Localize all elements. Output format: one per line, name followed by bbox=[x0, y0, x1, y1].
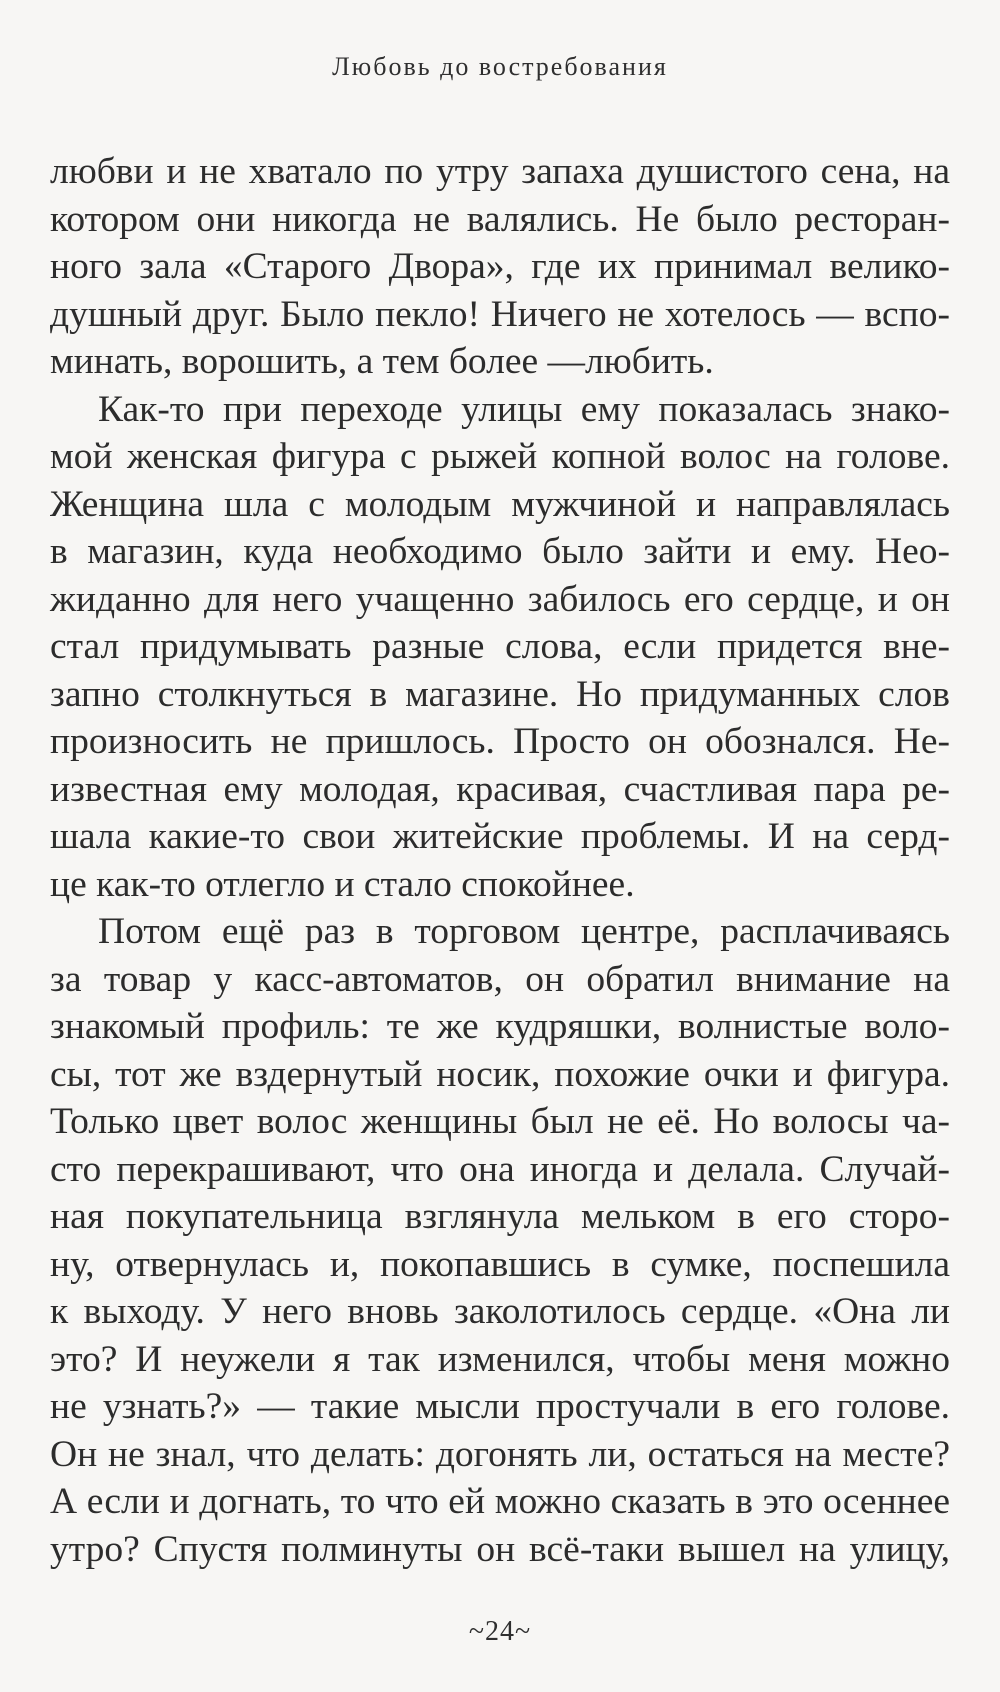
text-line: Только цвет волос женщины был не её. Но волосы ча- bbox=[50, 1101, 950, 1142]
page-number: ~24~ bbox=[468, 1616, 532, 1647]
text-line: шала какие-то свои житейские проблемы. И на серд- bbox=[50, 816, 950, 857]
text-line: Женщина шла с молодым мужчиной и направлялась bbox=[50, 483, 950, 525]
text-line: ну, отвернулась и, покопавшись в сумке, поспешила bbox=[50, 1243, 950, 1285]
text-line: к выходу. У него вновь заколотилось сердце. «Она ли bbox=[50, 1291, 950, 1332]
text-line: известная ему молодая, красивая, счастливая пара ре- bbox=[50, 768, 950, 810]
text-line: Он не знал, что делать: догонять ли, остаться на месте? bbox=[50, 1433, 950, 1475]
text-line: стал придумывать разные слова, если придется вне- bbox=[50, 626, 950, 667]
body-text bbox=[50, 148, 950, 1573]
text-line: знакомый профиль: те же кудряшки, волнистые воло- bbox=[50, 1006, 950, 1047]
text-line: мой женская фигура с рыжей копной волос на голове. bbox=[50, 436, 950, 477]
text-line: произносить не пришлось. Просто он обознался. Не- bbox=[50, 721, 950, 762]
text-line: котором они никогда не валялись. Не было ресторан- bbox=[50, 198, 950, 240]
text-line: запно столкнуться в магазине. Но придуманных слов bbox=[50, 673, 950, 715]
text-line: душный друг. Было пекло! Ничего не хотелось — вспо- bbox=[50, 293, 950, 335]
text-line: в магазин, куда необходимо было зайти и ему. Нео- bbox=[50, 531, 950, 572]
text-line: за товар у касс-автоматов, он обратил внимание на bbox=[50, 958, 950, 1000]
paragraph-first-line: Как-то при переходе улицы ему показалась знако- bbox=[98, 388, 950, 430]
text-line: это? И неужели я так изменился, чтобы меня можно bbox=[50, 1338, 950, 1380]
text-line: минать, ворошить, а тем более —любить. bbox=[50, 341, 714, 382]
text-line: сы, тот же вздернутый носик, похожие очки и фигура. bbox=[50, 1053, 950, 1095]
text-line: не узнать?» — такие мысли простучали в его голове. bbox=[50, 1386, 950, 1427]
running-header: Любовь до востребования bbox=[332, 52, 668, 81]
paragraph-first-line: Потом ещё раз в торговом центре, расплачиваясь bbox=[98, 911, 950, 952]
text-line: любви и не хватало по утру запаха душистого сена, на bbox=[50, 151, 950, 192]
text-line: це как-то отлегло и стало спокойнее. bbox=[50, 863, 635, 905]
text-line: ная покупательница взглянула мельком в его сторо- bbox=[50, 1196, 950, 1237]
text-line: жиданно для него учащенно забилось его сердце, и он bbox=[50, 578, 950, 620]
text-line: А если и догнать, то что ей можно сказать в это осеннее bbox=[50, 1481, 950, 1522]
text-line: ного зала «Старого Двора», где их принимал велико- bbox=[50, 246, 950, 287]
text-line: сто перекрашивают, что она иногда и делала. Случай- bbox=[50, 1148, 950, 1190]
text-line: утро? Спустя полминуты он всё-таки вышел на улицу, bbox=[50, 1528, 950, 1570]
